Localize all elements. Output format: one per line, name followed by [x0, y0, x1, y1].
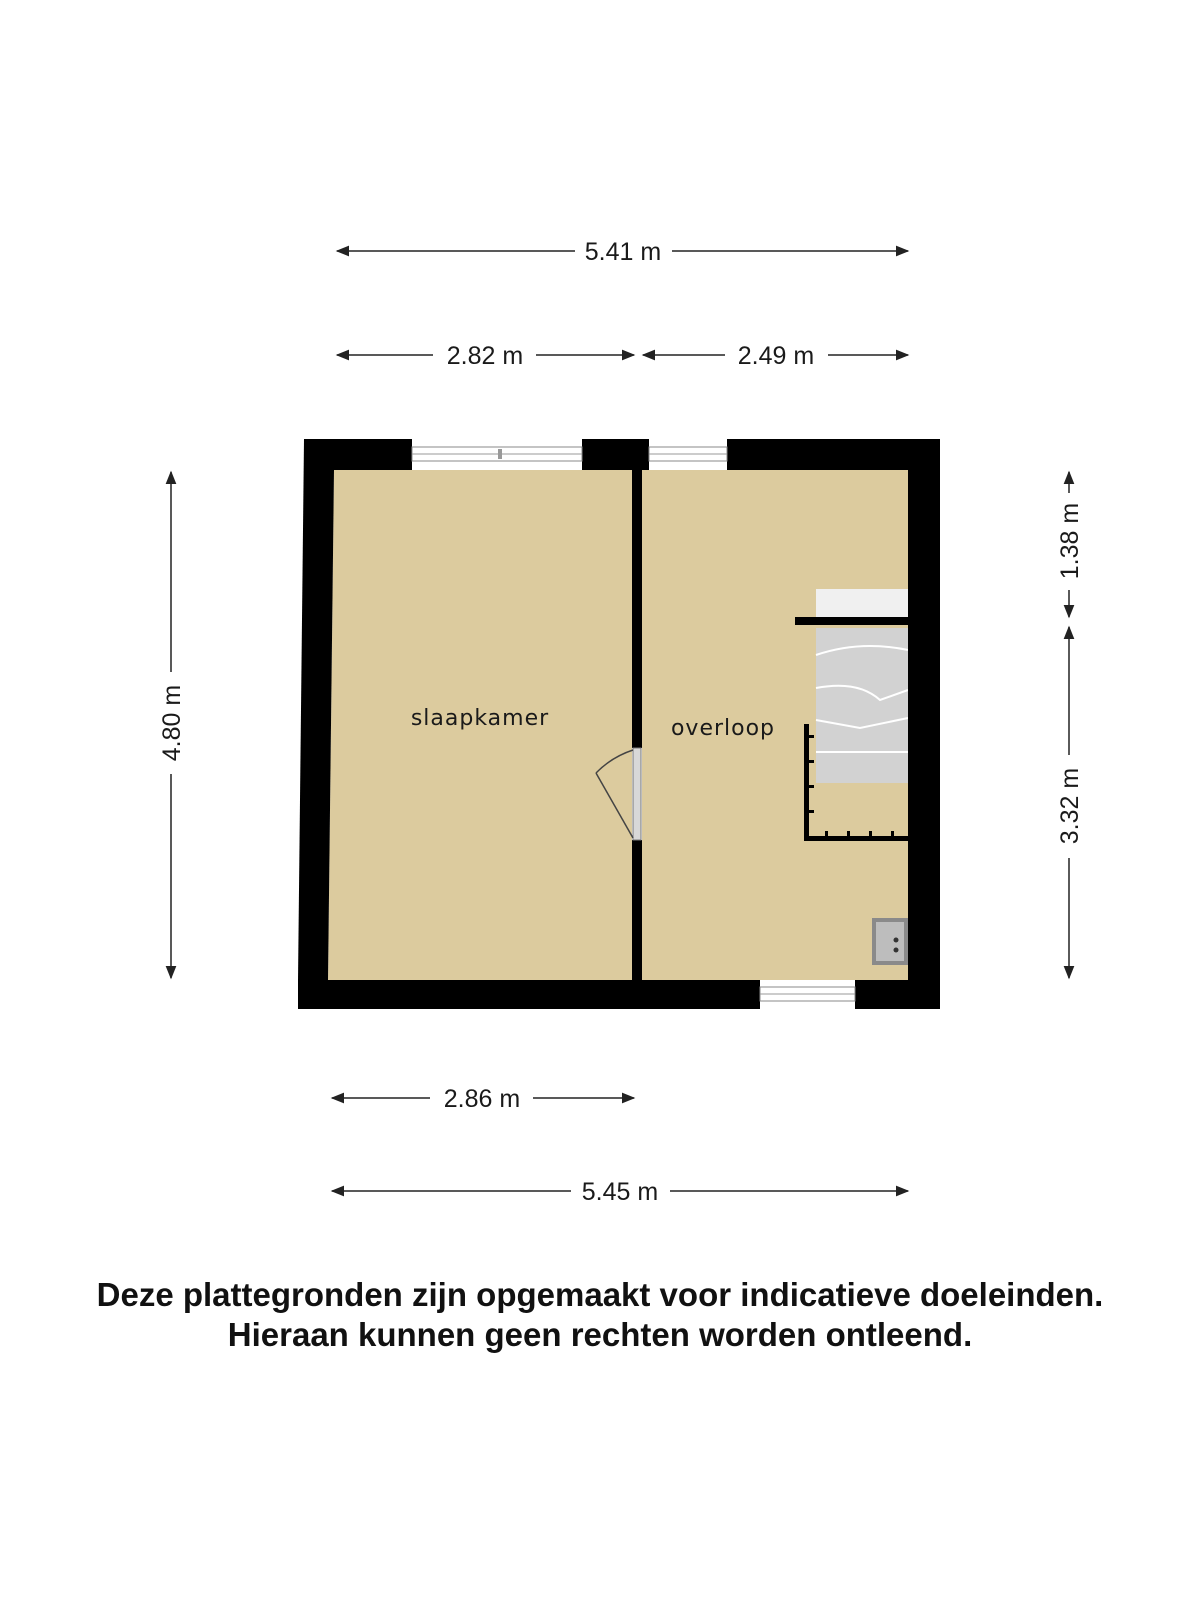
- dimension-label-top-total: 5.41 m: [584, 238, 662, 266]
- right-wall: [908, 439, 940, 1009]
- interior-wall-upper: [632, 470, 642, 748]
- dimension-label-bottom-left: 2.86 m: [443, 1085, 521, 1113]
- top-wall-middle: [582, 439, 649, 470]
- boiler-unit: [872, 918, 908, 965]
- window-bottom: [760, 987, 855, 1001]
- dimension-label-right-upper: 1.38 m: [1056, 502, 1084, 580]
- dimension-bottom-left: [332, 1085, 634, 1113]
- disclaimer-line-2: Hieraan kunnen geen rechten worden ontleend.: [227, 1316, 973, 1353]
- window-top-left: [412, 447, 582, 461]
- room-label-landing: overloop: [670, 716, 776, 741]
- window-top-right: [649, 447, 727, 461]
- dimension-top-right: [643, 342, 908, 370]
- dimension-top-left: [337, 342, 634, 370]
- stair-railing-vertical: [804, 724, 809, 841]
- bottom-wall-right: [855, 980, 940, 1009]
- interior-wall-lower: [632, 840, 642, 980]
- stair-railing-horizontal: [804, 836, 908, 841]
- stair-handrail: [795, 617, 908, 625]
- bottom-wall-left: [298, 980, 760, 1009]
- dimension-label-top-left: 2.82 m: [446, 342, 524, 370]
- dimension-right-lower: [1056, 627, 1084, 978]
- room-label-bedroom: slaapkamer: [410, 706, 550, 731]
- dimension-right-upper: [1056, 472, 1084, 617]
- dimension-label-left-height: 4.80 m: [158, 684, 186, 762]
- left-wall: [298, 439, 334, 980]
- disclaimer-line-1: Deze plattegronden zijn opgemaakt voor indicatieve doeleinden.: [96, 1276, 1104, 1313]
- dimension-left-height: [158, 472, 186, 978]
- dimension-top-total: [337, 238, 908, 266]
- dimension-bottom-total: [332, 1178, 908, 1206]
- dimension-label-right-lower: 3.32 m: [1056, 767, 1084, 845]
- dimension-label-bottom-total: 5.45 m: [581, 1178, 659, 1206]
- dimension-label-top-right: 2.49 m: [737, 342, 815, 370]
